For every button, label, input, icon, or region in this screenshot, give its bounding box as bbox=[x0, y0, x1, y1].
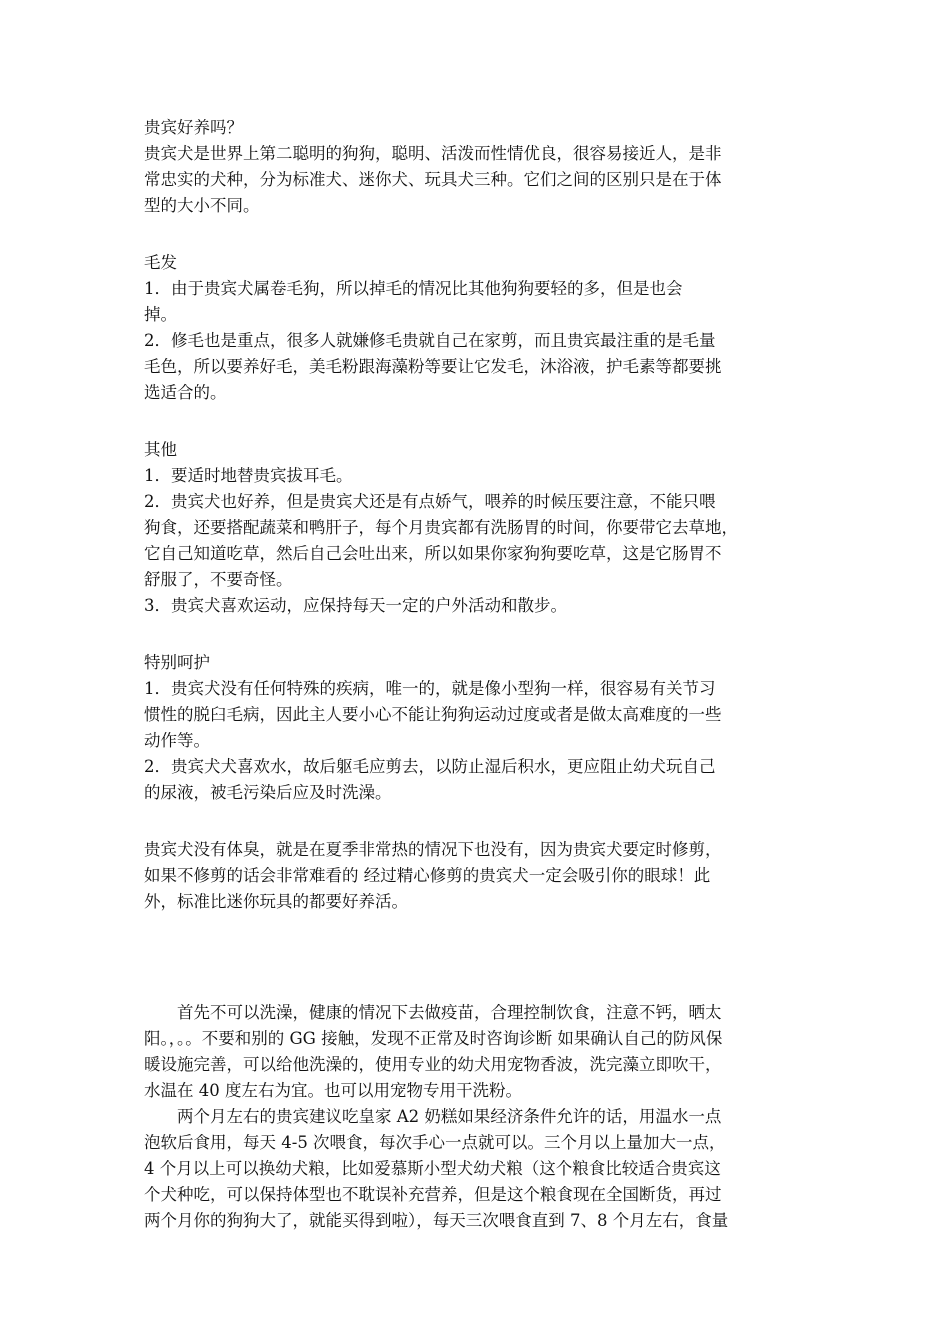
paragraph-line: 贵宾犬是世界上第二聪明的狗狗，聪明、活泼而性情优良，很容易接近人，是非 bbox=[144, 144, 722, 163]
section-other bbox=[144, 437, 810, 619]
section-intro bbox=[144, 115, 810, 219]
paragraph-line: 两个月左右的贵宾建议吃皇家 A2 奶糕如果经济条件允许的话，用温水一点 bbox=[144, 1107, 722, 1126]
spacer bbox=[144, 946, 810, 1000]
paragraph-line: 狗食，还要搭配蔬菜和鸭肝子，每个月贵宾都有洗肠胃的时间，你要带它去草地， bbox=[144, 518, 738, 537]
paragraph-line: 动作等。 bbox=[144, 731, 210, 750]
section-title: 特别呵护 bbox=[144, 653, 210, 672]
paragraph-line: 3．贵宾犬喜欢运动，应保持每天一定的户外活动和散步。 bbox=[144, 596, 567, 615]
paragraph-line: 2．贵宾犬犬喜欢水，故后躯毛应剪去，以防止湿后积水，更应阻止幼犬玩自己 bbox=[144, 757, 716, 776]
paragraph-line: 型的大小不同。 bbox=[144, 196, 260, 215]
paragraph-line: 毛色，所以要养好毛，美毛粉跟海藻粉等要让它发毛，沐浴液，护毛素等都要挑 bbox=[144, 357, 722, 376]
paragraph-line: 选适合的。 bbox=[144, 383, 227, 402]
paragraph-line: 1．贵宾犬没有任何特殊的疾病，唯一的，就是像小型狗一样，很容易有关节习 bbox=[144, 679, 716, 698]
section-special-care bbox=[144, 650, 810, 806]
paragraph-line: 贵宾犬没有体臭，就是在夏季非常热的情况下也没有，因为贵宾犬要定时修剪， bbox=[144, 840, 722, 859]
paragraph-line: 外，标准比迷你玩具的都要好养活。 bbox=[144, 892, 408, 911]
paragraph-line: 掉。 bbox=[144, 305, 177, 324]
section-title: 其他 bbox=[144, 440, 177, 459]
section-bath bbox=[144, 1000, 810, 1104]
paragraph-line: 两个月你的狗狗大了，就能买得到啦），每天三次喂食直到 7、8 个月左右，食量 bbox=[144, 1211, 729, 1230]
section-feeding bbox=[144, 1104, 810, 1234]
section-hair bbox=[144, 250, 810, 406]
paragraph-line: 首先不可以洗澡，健康的情况下去做疫苗，合理控制饮食，注意不钙，晒太 bbox=[144, 1003, 722, 1022]
section-title: 毛发 bbox=[144, 253, 177, 272]
paragraph-line: 水温在 40 度左右为宜。也可以用宠物专用干洗粉。 bbox=[144, 1081, 522, 1100]
paragraph-line: 2．修毛也是重点，很多人就嫌修毛贵就自己在家剪，而且贵宾最注重的是毛量 bbox=[144, 331, 716, 350]
paragraph-line: 暖设施完善，可以给他洗澡的，使用专业的幼犬用宠物香波，洗完藻立即吹干， bbox=[144, 1055, 722, 1074]
paragraph-line: 1．要适时地替贵宾拔耳毛。 bbox=[144, 466, 353, 485]
paragraph-line: 2．贵宾犬也好养，但是贵宾犬还是有点娇气，喂养的时候压要注意，不能只喂 bbox=[144, 492, 716, 511]
paragraph-line: 4 个月以上可以换幼犬粮，比如爱慕斯小型犬幼犬粮（这个粮食比较适合贵宾这 bbox=[144, 1159, 721, 1178]
paragraph-line: 惯性的脱臼毛病，因此主人要小心不能让狗狗运动过度或者是做太高难度的一些 bbox=[144, 705, 722, 724]
paragraph-line: 它自己知道吃草，然后自己会吐出来，所以如果你家狗狗要吃草，这是它肠胃不 bbox=[144, 544, 722, 563]
paragraph-line: 1．由于贵宾犬属卷毛狗，所以掉毛的情况比其他狗狗要轻的多，但是也会 bbox=[144, 279, 683, 298]
paragraph-line: 舒服了，不要奇怪。 bbox=[144, 570, 293, 589]
paragraph-line: 个犬种吃，可以保持体型也不耽误补充营养，但是这个粮食现在全国断货，再过 bbox=[144, 1185, 722, 1204]
paragraph-line: 的尿液，被毛污染后应及时洗澡。 bbox=[144, 783, 392, 802]
paragraph-line: 如果不修剪的话会非常难看的 经过精心修剪的贵宾犬一定会吸引你的眼球！此 bbox=[144, 866, 711, 885]
paragraph-line: 阳。，。。不要和别的 GG 接触，发现不正常及时咨询诊断 如果确认自己的防风保 bbox=[144, 1029, 723, 1048]
section-odor bbox=[144, 837, 810, 915]
paragraph-line: 常忠实的犬种，分为标准犬、迷你犬、玩具犬三种。它们之间的区别只是在于体 bbox=[144, 170, 722, 189]
paragraph-line: 泡软后食用，每天 4-5 次喂食，每次手心一点就可以。三个月以上量加大一点， bbox=[144, 1133, 726, 1152]
section-title: 贵宾好养吗？ bbox=[144, 118, 243, 137]
